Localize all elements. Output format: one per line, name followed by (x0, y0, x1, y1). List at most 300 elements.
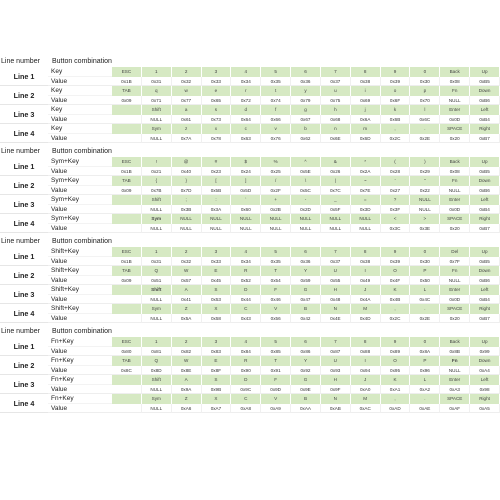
value-cell: 0x39 (381, 257, 411, 267)
value-cell: 0x1B (112, 77, 142, 87)
value-cell: 0x5C (291, 186, 321, 196)
value-cells (112, 347, 500, 357)
value-cell: 0x5E (291, 167, 321, 177)
value-cell: 0x54 (261, 276, 291, 286)
value-cell: 0x6F (381, 96, 411, 106)
value-cell: 0x71 (142, 96, 172, 106)
value-cell: 0x35 (261, 257, 291, 267)
value-row (48, 224, 500, 234)
line-rows (48, 176, 500, 195)
key-cell: N (321, 394, 351, 404)
line-group (0, 105, 500, 124)
line-label: Line 4 (0, 124, 48, 143)
value-cell: 0x48 (321, 295, 351, 305)
key-cell: Fn (440, 266, 470, 276)
value-cell: NULL (231, 224, 261, 234)
value-cell: 0x70 (410, 96, 440, 106)
value-cell: NULL (142, 134, 172, 144)
value-cell: 0x9C (231, 385, 261, 395)
key-cell: G (291, 285, 321, 295)
key-cell: Enter (440, 375, 470, 385)
value-row (48, 347, 500, 357)
key-cell: , (381, 304, 411, 314)
key-cell: Down (470, 266, 500, 276)
key-cell: 8 (351, 337, 381, 347)
key-row-name: Fn+Key (48, 356, 112, 366)
value-cell: 0x3A (202, 205, 232, 215)
key-cell: [ (202, 176, 232, 186)
key-cell (112, 105, 142, 115)
value-cell: 0x76 (261, 134, 291, 144)
value-cell: 0xA5 (470, 404, 500, 414)
value-cells (112, 224, 500, 234)
value-cell: 0xB4 (470, 205, 500, 215)
value-cell: 0x4B (381, 295, 411, 305)
line-label: Line 3 (0, 195, 48, 214)
key-cell: Shift (142, 105, 172, 115)
value-cell: 0x46 (261, 295, 291, 305)
value-cell: 0x73 (202, 115, 232, 125)
value-cell: 0x5F (321, 205, 351, 215)
key-cell: < (381, 214, 411, 224)
key-cell: Right (470, 394, 500, 404)
value-cell: 0x9F (321, 385, 351, 395)
value-cell: 0x36 (291, 77, 321, 87)
value-cell: 0x43 (231, 314, 261, 324)
value-row (48, 295, 500, 305)
key-cell: Up (470, 157, 500, 167)
key-cell: s (202, 105, 232, 115)
line-label: Line 3 (0, 105, 48, 124)
button-combination-header: Button combination (52, 238, 112, 245)
key-cell: 7 (321, 337, 351, 347)
key-cell: Up (470, 337, 500, 347)
line-rows (48, 375, 500, 394)
line-label: Line 4 (0, 214, 48, 233)
key-cell: D (231, 375, 261, 385)
value-row (48, 257, 500, 267)
key-cell (112, 394, 142, 404)
value-cell: 0x7E (351, 186, 381, 196)
value-cells (112, 404, 500, 414)
key-cell: Down (470, 356, 500, 366)
value-row-name: Value (48, 96, 112, 106)
line-label: Line 2 (0, 176, 48, 195)
key-cell: k (381, 105, 411, 115)
value-row (48, 276, 500, 286)
value-cell: 0x1B (112, 167, 142, 177)
line-rows (48, 86, 500, 105)
key-cell: O (381, 266, 411, 276)
key-cell: M (351, 394, 381, 404)
key-cell: . (410, 304, 440, 314)
key-row-name: Sym+Key (48, 157, 112, 167)
value-cell: 0x6D (351, 134, 381, 144)
value-cell: 0x2E (410, 134, 440, 144)
value-cell: 0x22 (410, 186, 440, 196)
value-cell: NULL (142, 314, 172, 324)
key-cell: S (202, 375, 232, 385)
key-cell: U (321, 356, 351, 366)
value-cell: 0xB7 (470, 134, 500, 144)
value-cell: 0x52 (231, 276, 261, 286)
value-cell: 0x20 (440, 314, 470, 324)
value-cell: 0x7B (142, 186, 172, 196)
key-cell: F (261, 285, 291, 295)
key-cell: " (410, 176, 440, 186)
value-row-name: Value (48, 404, 112, 414)
value-cell: 0x6E (321, 134, 351, 144)
value-cell: 0xB6 (470, 96, 500, 106)
value-cell: 0x41 (172, 295, 202, 305)
value-cell: 0x3B (172, 205, 202, 215)
value-cell: 0x77 (172, 96, 202, 106)
line-rows (48, 247, 500, 266)
value-cell: 0x59 (291, 276, 321, 286)
key-cell: NULL (172, 214, 202, 224)
value-cell: 0x33 (202, 257, 232, 267)
key-cell: 3 (202, 337, 232, 347)
value-cell: 0x2C (381, 314, 411, 324)
key-row-name: Key (48, 124, 112, 134)
value-cell: 0xA4 (470, 366, 500, 376)
value-cell: 0x44 (231, 295, 261, 305)
key-cell: 0 (410, 337, 440, 347)
key-cell: M (351, 304, 381, 314)
key-cell: ( (381, 157, 411, 167)
key-cell: X (202, 394, 232, 404)
key-cell: P (410, 356, 440, 366)
key-cell: SPACE (440, 304, 470, 314)
key-cell: D (231, 285, 261, 295)
key-cell: SPACE (440, 124, 470, 134)
value-cell: 0x2E (410, 314, 440, 324)
key-cell: ) (410, 157, 440, 167)
key-cell: B (291, 304, 321, 314)
key-cell: ' (381, 176, 411, 186)
key-cell: TAB (112, 266, 142, 276)
key-row (48, 214, 500, 224)
value-cell: 0x49 (351, 276, 381, 286)
value-cell: 0xA0 (351, 385, 381, 395)
key-cell: , (381, 124, 411, 134)
value-cell: 0x34 (231, 77, 261, 87)
key-cell: u (321, 86, 351, 96)
key-cell: 7 (321, 67, 351, 77)
key-cell (112, 214, 142, 224)
key-cell: Enter (440, 285, 470, 295)
value-cell: 0x3C (381, 224, 411, 234)
key-cell: - (291, 195, 321, 205)
value-cell: NULL (410, 205, 440, 215)
value-cells (112, 295, 500, 305)
key-cell: NULL (410, 195, 440, 205)
value-cell: 0x20 (440, 224, 470, 234)
key-row-name: Fn+Key (48, 337, 112, 347)
line-number-header: Line number (1, 148, 40, 155)
key-cell (112, 124, 142, 134)
line-label: Line 2 (0, 86, 48, 105)
key-cells (112, 195, 500, 205)
key-cell: F (261, 375, 291, 385)
value-cell: 0x1B (112, 257, 142, 267)
line-rows (48, 394, 500, 413)
key-cell: NULL (261, 214, 291, 224)
value-row (48, 167, 500, 177)
key-cell: NULL (231, 214, 261, 224)
value-cell: 0x8C (112, 366, 142, 376)
key-cell: NULL (351, 214, 381, 224)
key-cell: O (381, 356, 411, 366)
line-rows (48, 157, 500, 176)
key-cell: ! (142, 157, 172, 167)
key-cells (112, 86, 500, 96)
value-cell: 0xA8 (231, 404, 261, 414)
key-cell: R (231, 356, 261, 366)
key-cell: = (351, 195, 381, 205)
value-cell (112, 295, 142, 305)
value-cell: 0x6B (381, 115, 411, 125)
key-cell: d (231, 105, 261, 115)
key-cell: Left (470, 285, 500, 295)
value-cell: 0x81 (142, 347, 172, 357)
value-cell: 0x96 (410, 366, 440, 376)
key-cell: Enter (440, 105, 470, 115)
value-cell: 0x86 (291, 347, 321, 357)
key-cell: 8 (351, 247, 381, 257)
key-cells (112, 356, 500, 366)
line-rows (48, 285, 500, 304)
key-row (48, 304, 500, 314)
value-cell: 0x28 (381, 167, 411, 177)
key-cell: Fn (440, 356, 470, 366)
key-cell: * (351, 157, 381, 167)
key-cell: Right (470, 214, 500, 224)
key-cells (112, 337, 500, 347)
key-cell: e (202, 86, 232, 96)
key-row (48, 157, 500, 167)
value-cell: 0x7C (321, 186, 351, 196)
value-cell: 0xB5 (470, 77, 500, 87)
key-cell: Fn (440, 176, 470, 186)
key-cell: ESC (112, 247, 142, 257)
value-cell: 0x39 (381, 77, 411, 87)
key-cell: A (172, 285, 202, 295)
value-row-name: Value (48, 276, 112, 286)
key-cell: $ (231, 157, 261, 167)
value-cell: 0x68 (321, 115, 351, 125)
value-cell: 0xB4 (470, 115, 500, 125)
value-cell: NULL (142, 224, 172, 234)
key-row (48, 394, 500, 404)
line-label: Line 1 (0, 247, 48, 266)
value-cell: 0x35 (261, 77, 291, 87)
key-cell (112, 285, 142, 295)
value-cell: 0x84 (231, 347, 261, 357)
key-cells (112, 157, 500, 167)
key-cell: | (321, 176, 351, 186)
key-cell: 5 (261, 247, 291, 257)
key-cell: n (321, 124, 351, 134)
value-cell: 0x7F (440, 257, 470, 267)
key-cell: I (351, 266, 381, 276)
key-cell: # (202, 157, 232, 167)
value-cell: 0xB5 (470, 257, 500, 267)
value-cell: 0xB7 (470, 224, 500, 234)
value-cell: 0x85 (261, 347, 291, 357)
value-cell: 0xB5 (470, 167, 500, 177)
value-cell: 0x60 (231, 205, 261, 215)
key-cell: , (381, 394, 411, 404)
line-group (0, 176, 500, 195)
mapping-section (0, 327, 500, 413)
key-cell: Left (470, 105, 500, 115)
key-row (48, 356, 500, 366)
value-cell: 0x75 (321, 96, 351, 106)
key-cell: J (351, 285, 381, 295)
value-cell: 0x25 (261, 167, 291, 177)
key-cell: o (381, 86, 411, 96)
key-cell: A (172, 375, 202, 385)
key-cell: ESC (112, 67, 142, 77)
value-cell: 0xA9 (261, 404, 291, 414)
value-cell: 0x8B (440, 347, 470, 357)
value-cell: 0x38 (351, 77, 381, 87)
value-row-name: Value (48, 295, 112, 305)
key-cell: ] (231, 176, 261, 186)
value-cells (112, 167, 500, 177)
line-label: Line 3 (0, 375, 48, 394)
value-row (48, 186, 500, 196)
value-cell (112, 224, 142, 234)
key-cell: K (381, 375, 411, 385)
value-cell: 0x50 (410, 276, 440, 286)
value-cell: NULL (142, 385, 172, 395)
value-cell: NULL (291, 224, 321, 234)
value-row-name: Value (48, 77, 112, 87)
value-cell: 0x95 (381, 366, 411, 376)
value-cell: 0xA6 (172, 404, 202, 414)
value-cell: NULL (321, 224, 351, 234)
button-combination-header: Button combination (52, 328, 112, 335)
mapping-section (0, 57, 500, 147)
value-cell: 0x40 (172, 167, 202, 177)
value-cell: 0x62 (291, 134, 321, 144)
value-cell: 0x36 (291, 257, 321, 267)
value-row (48, 314, 500, 324)
value-cell: 0x9A (172, 385, 202, 395)
key-cell: C (231, 304, 261, 314)
value-row-name: Value (48, 167, 112, 177)
value-cell: 0x78 (202, 134, 232, 144)
key-cell: Y (291, 266, 321, 276)
key-cell: _ (321, 195, 351, 205)
key-cell: q (142, 86, 172, 96)
key-cell: W (172, 356, 202, 366)
key-row (48, 285, 500, 295)
value-cell: 0x37 (321, 77, 351, 87)
key-cell: TAB (112, 176, 142, 186)
key-cells (112, 247, 500, 257)
key-row (48, 375, 500, 385)
value-cell: 0x08 (440, 77, 470, 87)
line-label: Line 3 (0, 285, 48, 304)
key-cell: NULL (321, 214, 351, 224)
value-cell: 0x3D (351, 205, 381, 215)
key-cell (112, 195, 142, 205)
key-cell: 9 (381, 67, 411, 77)
line-group (0, 195, 500, 214)
key-cells (112, 105, 500, 115)
key-cell: Q (142, 266, 172, 276)
key-cell: Sym (142, 394, 172, 404)
key-cell: NULL (202, 214, 232, 224)
key-cell: h (321, 105, 351, 115)
value-row (48, 115, 500, 125)
key-cell: 0 (410, 247, 440, 257)
value-cell: NULL (172, 224, 202, 234)
value-cell: 0x61 (172, 115, 202, 125)
line-number-header: Line number (1, 238, 40, 245)
value-cell: 0x32 (172, 257, 202, 267)
key-cell: Sym (142, 124, 172, 134)
keyboard-mapping-sheet (0, 57, 500, 413)
key-row-name: Fn+Key (48, 375, 112, 385)
value-cell: 0x89 (381, 347, 411, 357)
key-cells (112, 285, 500, 295)
value-cell: 0x42 (291, 314, 321, 324)
value-cell: 0x57 (172, 276, 202, 286)
key-cell: Back (440, 157, 470, 167)
key-row (48, 337, 500, 347)
value-cell: 0x82 (172, 347, 202, 357)
line-label: Line 1 (0, 67, 48, 86)
value-cell: 0x56 (261, 314, 291, 324)
value-cell (112, 134, 142, 144)
value-row-name: Value (48, 205, 112, 215)
value-row (48, 96, 500, 106)
section-header (0, 237, 500, 247)
value-cell: 0x63 (231, 134, 261, 144)
key-cell: V (261, 304, 291, 314)
value-cell: 0x27 (381, 186, 411, 196)
key-cells (112, 124, 500, 134)
value-row (48, 366, 500, 376)
line-group (0, 86, 500, 105)
key-cell: { (142, 176, 172, 186)
key-cell: f (261, 105, 291, 115)
key-cell: r (231, 86, 261, 96)
key-cells (112, 214, 500, 224)
value-cell: 0x8F (202, 366, 232, 376)
key-row-name: Sym+Key (48, 195, 112, 205)
value-cell (112, 385, 142, 395)
value-cell: 0x93 (321, 366, 351, 376)
value-cells (112, 186, 500, 196)
value-cell: 0x79 (291, 96, 321, 106)
key-cell: & (321, 157, 351, 167)
key-cell: 8 (351, 67, 381, 77)
value-cell: 0x91 (261, 366, 291, 376)
value-cell: NULL (261, 224, 291, 234)
line-rows (48, 124, 500, 143)
key-cell: W (172, 266, 202, 276)
line-label: Line 2 (0, 356, 48, 375)
value-cell (112, 404, 142, 414)
value-cells (112, 96, 500, 106)
value-cell: 0xA3 (440, 385, 470, 395)
value-cell: NULL (440, 276, 470, 286)
